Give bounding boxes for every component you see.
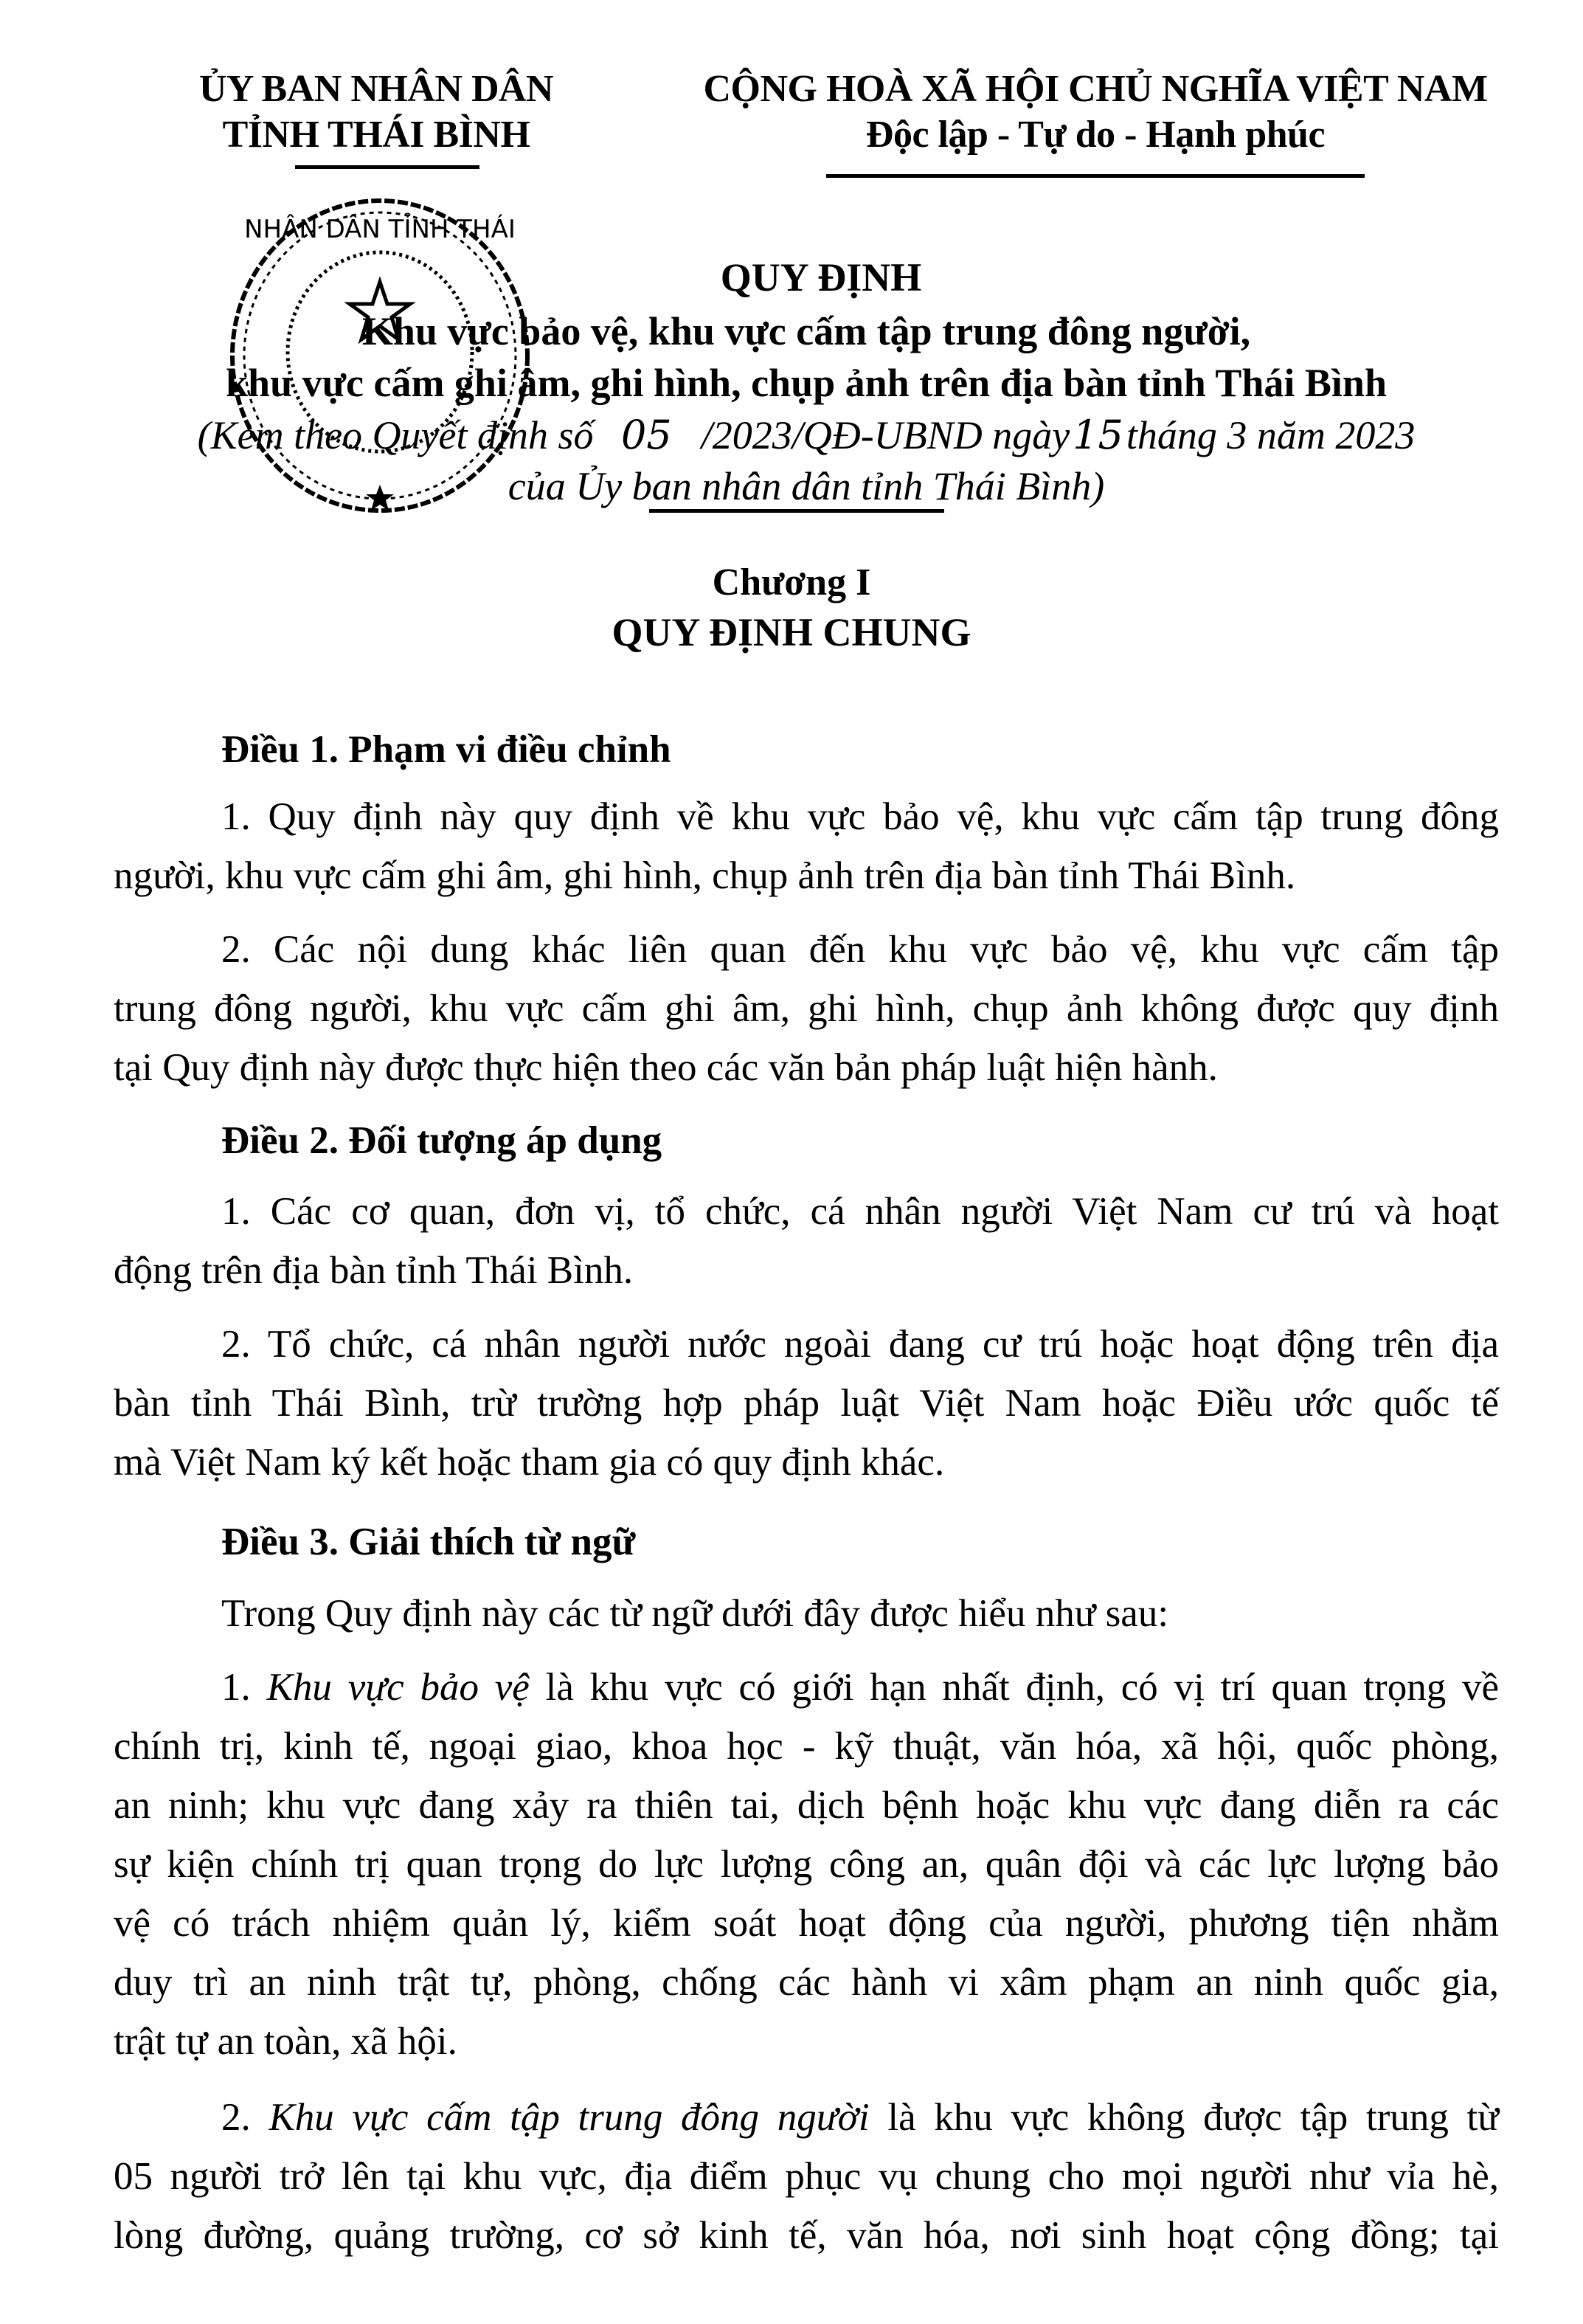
article-3-line: lòng đường, quảng trường, cơ sở kinh tế, văn hóa, nơi sinh hoạt cộng đồng; tại [114,2214,1499,2257]
national-motto: Độc lập - Tự do - Hạnh phúc [865,114,1326,156]
article-3-intro: Trong Quy định này các từ ngữ dưới đây được hiểu như sau: [221,1592,1169,1635]
article-3-heading: Điều 3. Giải thích từ ngữ [221,1521,636,1563]
item-number: 2. [221,2096,251,2139]
article-3-line: vệ có trách nhiệm quản lý, kiểm soát hoạt động của người, phương tiện nhằm [114,1902,1499,1945]
article-1-line: trung đông người, khu vực cấm ghi âm, ghi hình, chụp ảnh không được quy định [114,987,1499,1030]
seal-arc-text: NHÂN DÂN TỈNH THÁI [244,215,516,244]
article-1-line: 1. Quy định này quy định về khu vực bảo vệ, khu vực cấm tập trung đông [221,795,1499,838]
national-title [664,66,1527,158]
document-type: QUY ĐỊNH [720,255,922,300]
country-name: CỘNG HOÀ XÃ HỘI CHỦ NGHĨA VIỆT NAM [703,68,1488,110]
agency-line-2: TỈNH THÁI BÌNH [222,114,530,156]
defined-term: Khu vực cấm tập trung đông người [269,2096,870,2139]
article-3-line: chính trị, kinh tế, ngoại giao, khoa học - kỹ thuật, văn hóa, xã hội, quốc phòng, [114,1725,1499,1768]
article-3-line: duy trì an ninh trật tự, phòng, chống các hành vi xâm phạm an ninh quốc gia, [114,1961,1499,2004]
article-2-line: 1. Các cơ quan, đơn vị, tổ chức, cá nhân người Việt Nam cư trú và hoạt [221,1190,1499,1233]
item-text: là khu vực không được tập trung từ [887,2096,1499,2139]
chapter-number: Chương I [712,561,871,604]
attachment-issuer: của Ủy ban nhân dân tỉnh Thái Bình) [508,464,1105,508]
agency-name [184,66,568,158]
agency-line-1: ỦY BAN NHÂN DÂN [198,68,554,110]
title-underline [649,509,944,513]
article-1-heading: Điều 1. Phạm vi điều chỉnh [221,728,671,771]
article-3-line: an ninh; khu vực đang xảy ra thiên tai, dịch bệnh hoặc khu vực đang diễn ra các [114,1784,1499,1827]
decision-day: 15 [1073,412,1123,458]
attachment-line [0,412,1583,458]
article-1-line: tại Quy định này được thực hiện theo các văn bản pháp luật hiện hành. [114,1046,1218,1089]
title-line-2: khu vực cấm ghi âm, ghi hình, chụp ảnh trên địa bàn tỉnh Thái Bình [226,361,1387,405]
article-2-heading: Điều 2. Đối tượng áp dụng [221,1119,662,1162]
article-2-line: 2. Tổ chức, cá nhân người nước ngoài đang cư trú hoặc hoạt động trên địa [221,1323,1499,1366]
motto-underline [826,174,1365,178]
item-number: 1. [221,1666,251,1709]
article-3-line: 05 người trở lên tại khu vực, địa điểm phục vụ chung cho mọi người như vỉa hè, [114,2155,1499,2198]
article-3-item-1-first [221,1664,1499,1711]
agency-underline [295,165,479,169]
attachment-suffix: tháng 3 năm 2023 [1126,413,1416,457]
article-1-line: 2. Các nội dung khác liên quan đến khu vực bảo vệ, khu vực cấm tập [221,928,1499,971]
item-text: là khu vực có giới hạn nhất định, có vị trí quan trọng về [545,1666,1500,1709]
article-2-line: động trên địa bàn tỉnh Thái Bình. [114,1249,634,1292]
attachment-prefix: (Kèm theo Quyết định số [197,413,594,457]
decision-number: 05 [621,412,672,458]
article-3-line: sự kiện chính trị quan trọng do lực lượng công an, quân đội và các lực lượng bảo [114,1843,1499,1886]
article-3-item-2-first [221,2094,1499,2141]
defined-term: Khu vực bảo vệ [266,1666,530,1709]
title-line-1: Khu vực bảo vệ, khu vực cấm tập trung đông người, [361,309,1251,353]
chapter-name: QUY ĐỊNH CHUNG [612,610,971,654]
article-1-line: người, khu vực cấm ghi âm, ghi hình, chụp ảnh trên địa bàn tỉnh Thái Bình. [114,854,1296,897]
article-3-line: trật tự an toàn, xã hội. [114,2020,457,2063]
attachment-mid: /2023/QĐ-UBND ngày [701,413,1070,457]
article-2-line: mà Việt Nam ký kết hoặc tham gia có quy định khác. [114,1441,945,1484]
article-2-line: bàn tỉnh Thái Bình, trừ trường hợp pháp luật Việt Nam hoặc Điều ước quốc tế [114,1382,1499,1425]
